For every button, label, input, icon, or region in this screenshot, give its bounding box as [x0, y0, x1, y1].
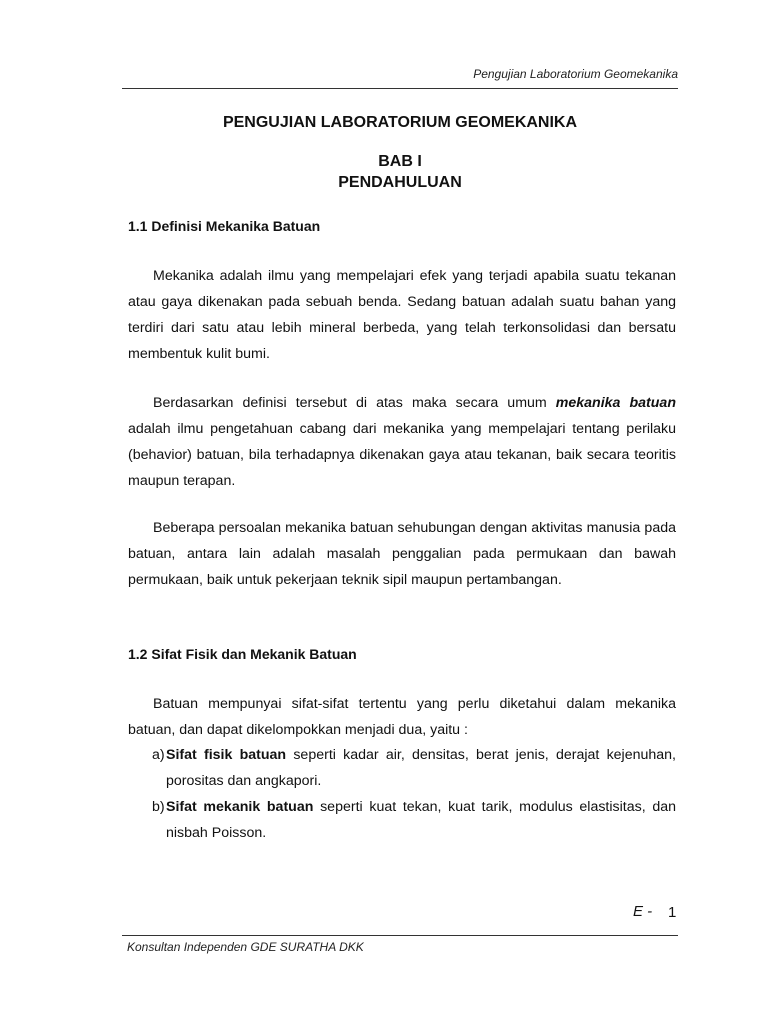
paragraph-text: Berdasarkan definisi tersebut di atas maka secara umum	[153, 395, 556, 411]
list-item-text: seperti kadar air, densitas, berat jenis, derajat kejenuhan, porositas dan angkapori.	[166, 747, 676, 789]
footer-rule	[122, 935, 678, 936]
list-item	[128, 742, 676, 794]
page-label: E -	[633, 903, 653, 920]
paragraph-mekanika-batuan	[128, 390, 676, 494]
paragraph-sifat-intro: Batuan mempunyai sifat-sifat tertentu yang perlu diketahui dalam mekanika batuan, dan dapat dikelompokkan menjadi dua, yaitu :	[128, 696, 676, 738]
paragraph-mekanika-definition: Mekanika adalah ilmu yang mempelajari efek yang terjadi apabila suatu tekanan atau gaya dikenakan pada sebuah benda. Sedang batuan adalah suatu bahan yang terdiri dari satu atau lebih mineral berbeda, yang telah terkonsolidasi dan bersatu membentuk kulit bumi.	[128, 268, 676, 362]
running-header: Pengujian Laboratorium Geomekanika	[473, 67, 678, 81]
chapter-number: BAB I	[378, 153, 422, 170]
list-marker: b)	[152, 799, 165, 815]
emphasis-term: mekanika batuan	[555, 395, 676, 411]
section-heading-1-2: 1.2 Sifat Fisik dan Mekanik Batuan	[128, 646, 357, 662]
document-title: PENGUJIAN LABORATORIUM GEOMEKANIKA	[222, 114, 578, 131]
footer-text: Konsultan Independen GDE SURATHA DKK	[127, 940, 364, 954]
list-item	[128, 794, 676, 846]
paragraph-text: adalah ilmu pengetahuan cabang dari mekanika yang mempelajari tentang perilaku (behavior) batuan, bila terhadapnya dikenakan gaya atau tekanan, baik secara teoritis maupun terapan.	[128, 421, 676, 489]
list-item-term: Sifat fisik batuan	[166, 747, 287, 763]
list-item-content	[166, 794, 676, 846]
list-item-text: seperti kuat tekan, kuat tarik, modulus elastisitas, dan nisbah Poisson.	[166, 799, 676, 841]
list-item-content	[166, 742, 676, 794]
page-number: 1	[668, 904, 677, 921]
paragraph-persoalan: Beberapa persoalan mekanika batuan sehubungan dengan aktivitas manusia pada batuan, antara lain adalah masalah penggalian pada permukaan dan bawah permukaan, baik untuk pekerjaan teknik sipil maupun pertambangan.	[128, 520, 676, 588]
header-rule	[122, 88, 678, 89]
section-heading-1-1: 1.1 Definisi Mekanika Batuan	[128, 218, 321, 234]
chapter-title: PENDAHULUAN	[338, 174, 462, 191]
list-marker: a)	[152, 747, 165, 763]
list-item-term: Sifat mekanik batuan	[166, 799, 314, 815]
